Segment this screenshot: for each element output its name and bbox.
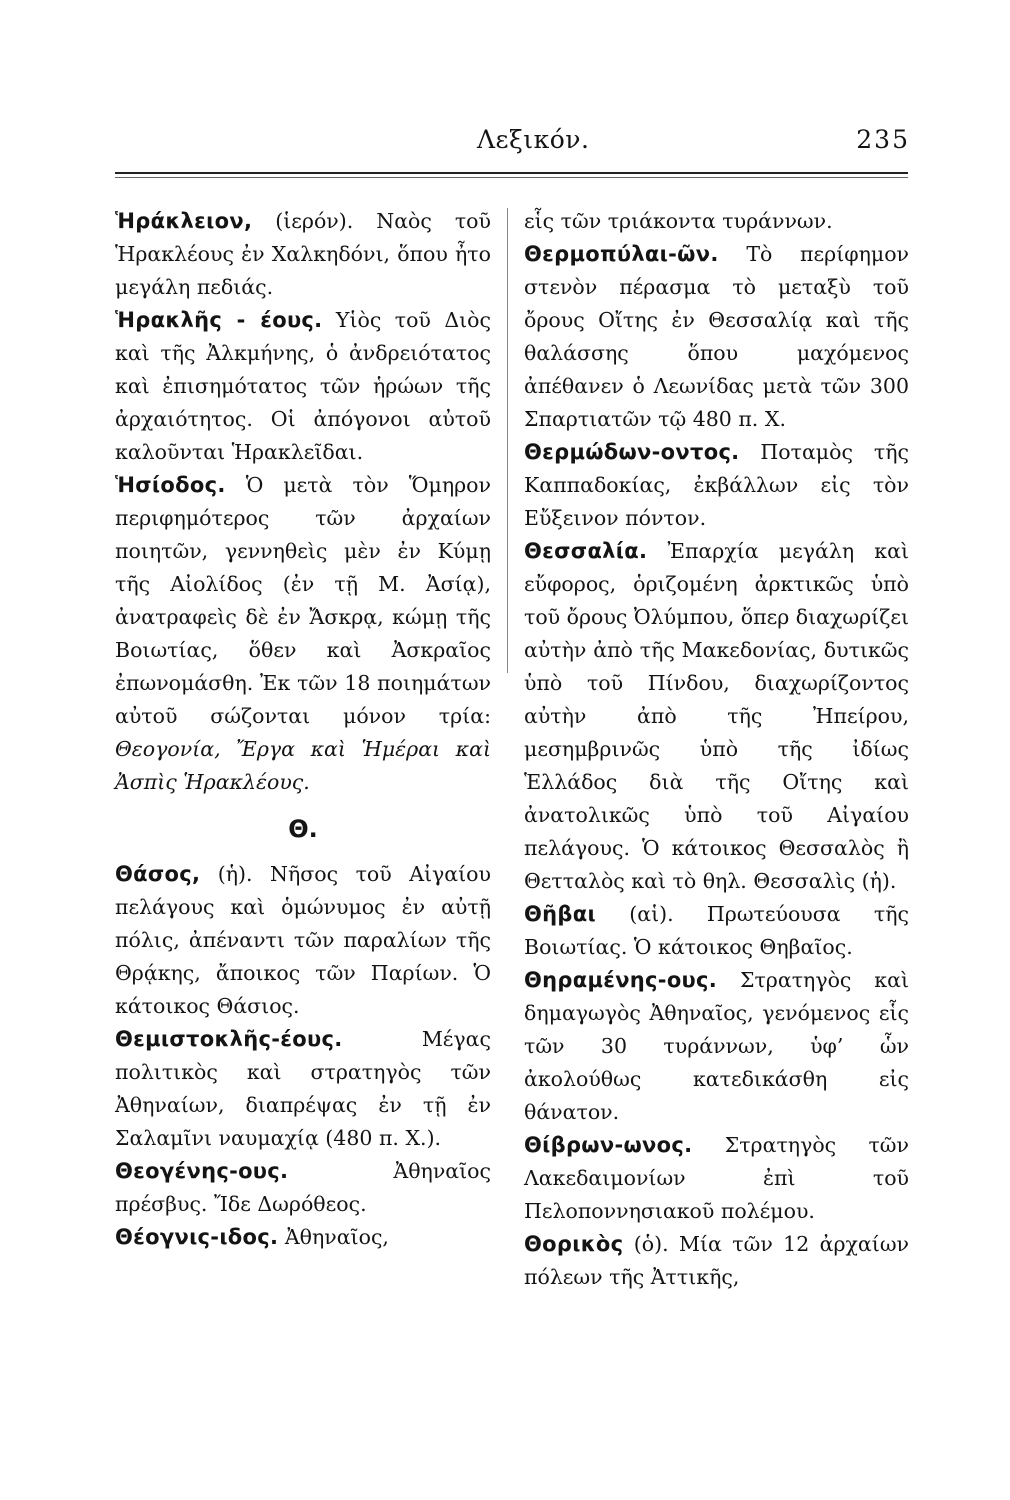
dictionary-entry bbox=[115, 858, 491, 1023]
dictionary-entry bbox=[115, 1023, 491, 1155]
headword: Θέογνις-ιδος. bbox=[115, 1225, 279, 1249]
page-number: 235 bbox=[856, 125, 910, 154]
headword: Θίβρων-ωνος. bbox=[524, 1133, 693, 1157]
dictionary-entry bbox=[115, 304, 491, 469]
headword: Θερμοπύλαι-ῶν. bbox=[524, 242, 719, 266]
column-divider bbox=[507, 208, 508, 673]
headword: Ἡρακλῆς - έους. bbox=[115, 308, 323, 332]
dictionary-entry bbox=[524, 898, 909, 964]
headword: Ἡράκλειον, bbox=[115, 209, 253, 233]
entry-text: (ὁ). Μία τῶν 12 ἀρχαίων πόλεων τῆς Ἀττικῆς, bbox=[524, 1232, 909, 1289]
entry-text: Στρατηγὸς τῶν Λακεδαιμονίων ἐπὶ τοῦ Πελοποννησιακοῦ πολέμου. bbox=[524, 1133, 909, 1223]
dictionary-entry bbox=[524, 964, 909, 1129]
dictionary-entry bbox=[524, 238, 909, 436]
section-letter: Θ. bbox=[288, 815, 318, 843]
page-header bbox=[115, 125, 910, 165]
headword: Θερμώδων-οντος. bbox=[524, 440, 740, 464]
headword: Θεσσαλία. bbox=[524, 539, 648, 563]
left-column bbox=[115, 205, 491, 1254]
headword: Θάσος, bbox=[115, 862, 201, 886]
entry-text: Ποταμὸς τῆς Καππαδοκίας, ἐκβάλλων εἰς τὸν Εὔξεινον πόντον. bbox=[524, 440, 909, 530]
entry-text: Ἀθηναῖος πρέσβυς. Ἴδε Δωρόθεος. bbox=[115, 1159, 491, 1216]
header-rule bbox=[115, 172, 908, 178]
headword: Θεογένης-ους. bbox=[115, 1159, 289, 1183]
headword: Θεμιστοκλῆς-έους. bbox=[115, 1027, 343, 1051]
entry-text: εἷς τῶν τριάκοντα τυράννων. bbox=[524, 209, 833, 233]
entry-text: Ὁ μετὰ τὸν Ὅμηρον περιφημότερος τῶν ἀρχαίων ποιητῶν, γεννηθεὶς μὲν ἐν Κύμῃ τῆς Αἰολίδος (ἐν τῇ Μ. Ἀσίᾳ), ἀνατραφεὶς δὲ ἐν Ἄσκρᾳ, κώμῃ τῆς Βοιωτίας, ὅθεν καὶ Ἀσκραῖος ἐπωνομάσθη. Ἐκ τῶν 18 ποιημάτων αὐτοῦ σώζονται μόνον τρία: bbox=[115, 473, 491, 728]
entry-text: (ἡ). Νῆσος τοῦ Αἰγαίου πελάγους καὶ ὁμώνυμος ἐν αὐτῇ πόλις, ἀπέναντι τῶν παραλίων τῆς Θρᾴκης, ἄποικος τῶν Παρίων. Ὁ κάτοικος Θάσιος. bbox=[115, 862, 491, 1018]
entry-text: (ἱερόν). Ναὸς τοῦ Ἡρακλέους ἐν Χαλκηδόνι, ὅπου ἦτο μεγάλη πεδιάς. bbox=[115, 209, 491, 299]
dictionary-entry bbox=[115, 1221, 491, 1254]
entry-text: Ἀθηναῖος, bbox=[284, 1225, 389, 1249]
headword: Θορικὸς bbox=[524, 1232, 624, 1256]
headword: Θῆβαι bbox=[524, 902, 596, 926]
entry-italic-titles: Θεογονία, Ἔργα καὶ Ἡμέραι καὶ Ἀσπὶς Ἡρακλέους. bbox=[115, 737, 491, 794]
dictionary-entry bbox=[115, 205, 491, 304]
dictionary-entry bbox=[115, 469, 491, 799]
running-title: Λεξικόν. bbox=[477, 125, 590, 154]
entry-text: Ἐπαρχία μεγάλη καὶ εὔφορος, ὁριζομένη ἀρκτικῶς ὑπὸ τοῦ ὄρους Ὀλύμπου, ὅπερ διαχωρίζει αὐτὴν ἀπὸ τῆς Μακεδονίας, δυτικῶς ὑπὸ τοῦ Πίνδου, διαχωρίζοντος αὐτὴν ἀπὸ τῆς Ἠπείρου, μεσημβρινῶς ὑπὸ τῆς ἰδίως Ἑλλάδος διὰ τῆς Οἴτης καὶ ἀνατολικῶς ὑπὸ τοῦ Αἰγαίου πελάγους. Ὁ κάτοικος Θεσσαλὸς ἢ Θετταλὸς καὶ τὸ θηλ. Θεσσαλὶς (ἡ). bbox=[524, 539, 909, 893]
dictionary-entry bbox=[524, 436, 909, 535]
entry-text: Υἱὸς τοῦ Διὸς καὶ τῆς Ἀλκμήνης, ὁ ἀνδρειότατος καὶ ἐπισημότατος τῶν ἡρώων τῆς ἀρχαιότητος. Οἱ ἀπόγονοι αὐτοῦ καλοῦνται Ἡρακλεῖδαι. bbox=[115, 308, 491, 464]
entry-text: (αἱ). Πρωτεύουσα τῆς Βοιωτίας. Ὁ κάτοικος Θηβαῖος. bbox=[524, 902, 909, 959]
dictionary-entry bbox=[115, 1155, 491, 1221]
dictionary-entry bbox=[524, 1228, 909, 1294]
headword: Ἡσίοδος. bbox=[115, 473, 226, 497]
dictionary-entry bbox=[524, 535, 909, 898]
right-column bbox=[524, 205, 909, 1294]
entry-text: Στρατηγὸς καὶ δημαγωγὸς Ἀθηναῖος, γενόμενος εἷς τῶν 30 τυράννων, ὑφ’ ὧν ἀκολούθως κατεδικάσθη εἰς θάνατον. bbox=[524, 968, 909, 1124]
dictionary-entry bbox=[524, 1129, 909, 1228]
entry-text: Τὸ περίφημον στενὸν πέρασμα τὸ μεταξὺ τοῦ ὄρους Οἴτης ἐν Θεσσαλίᾳ καὶ τῆς θαλάσσης ὅπου μαχόμενος ἀπέθανεν ὁ Λεωνίδας μετὰ τῶν 300 Σπαρτιατῶν τῷ 480 π. Χ. bbox=[524, 242, 909, 431]
entry-text: Μέγας πολιτικὸς καὶ στρατηγὸς τῶν Ἀθηναίων, διαπρέψας ἐν τῇ ἐν Σαλαμῖνι ναυμαχίᾳ (480 π. Χ.). bbox=[115, 1027, 491, 1150]
dictionary-entry-continuation bbox=[524, 205, 909, 238]
headword: Θηραμένης-ους. bbox=[524, 968, 718, 992]
